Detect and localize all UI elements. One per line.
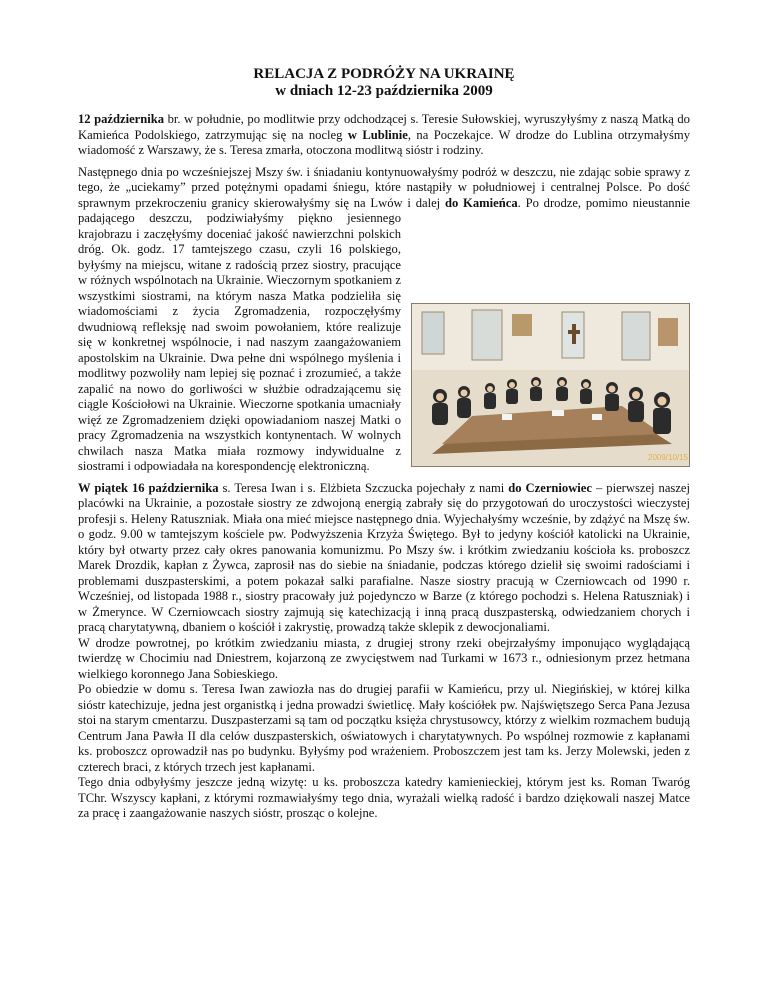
paragraph-3 — [78, 481, 690, 636]
paragraph-6: Tego dnia odbyłyśmy jeszcze jedną wizytę: u ks. proboszcza katedry kamienieckiej, którym jest ks. Roman Twaróg TChr. Wszyscy kapłani, z którymi rozmawiałyśmy tego dnia, wyrażali wielką radość i bardzo dziękowali naszej Matce za pracę i zaangażowanie naszych sióstr, prosząc o kolejne. — [78, 775, 690, 820]
document-page — [78, 58, 690, 822]
bold-czerniowce: do Czerniowiec — [508, 480, 592, 495]
bold-date-12: 12 października — [78, 112, 165, 126]
paragraph-1-text-a: br. w południe, po modlitwie przy odchodzącej s. Teresie Sułowskiej, wyruszyłyśmy z naszą Matką do Kamieńca Podolskiego, zatrzymując się na nocleg — [78, 112, 690, 142]
title-block — [78, 66, 690, 100]
paragraph-1-text-b: , na Poczekajce. W drodze do Lublina otrzymałyśmy wiadomość z Warszawy, że s. Teresa zmarła, otoczona modlitwą sióstr i rodziny. — [78, 127, 690, 157]
paragraph-4: W drodze powrotnej, po krótkim zwiedzaniu miasta, z drugiej strony rzeki obejrzałyśmy imponująco wyglądającą twierdzę w Chocimiu nad Dniestrem, kojarzoną ze zwycięstwem nad Turkami w 1673 r., odniesionym przez hetmana wielkiego koronnego Jana Sobieskiego. — [78, 635, 690, 681]
paragraph-3-text-b: – pierwszej naszej placówki na Ukrainie, a pozostałe siostry ze zdwojoną energią zabrały się do przygotowań do uroczystości wieczystej profesji s. Heleny Ratuszniak. Miała ona mieć miejsce następnego dnia. Wyjechałyśmy wcześnie, by zdążyć na Mszę św. o godz. 9.00 w tamtejszym kościele pw. Podwyższenia Krzyża Świętego. Był to jedyny kościół katolicki na Ukrainie, który był otwarty przez cały okres panowania komunizmu. Po Mszy św. i krótkim zwiedzaniu kościoła ks. proboszcz Marek Drozdik, kapłan z Żywca, zaprosił nas do siebie na śniadanie, podczas którego dzielił się swoimi radościami i problemami duszpasterskimi, a potem pokazał salki parafialne. Nasze siostry pracują w Czerniowcach od 1990 r. Wcześniej, od listopada 1988 r., siostry pracowały już pojedynczo w Barze (z którego pochodzi s. Helena Ratuszniak) i w Żmerynce. W Czerniowcach siostry zajmują się katechizacją i inną pracą duszpasterską, odwiedzaniem chorych i pracą charytatywną, dbaniem o kościół i zakrystię, prowadzą także sklepik z dewocjonaliami. — [78, 480, 691, 634]
document-title: RELACJA Z PODRÓŻY NA UKRAINĘ — [253, 66, 515, 82]
bold-friday-16: W piątek 16 października — [78, 480, 219, 495]
bold-kamieniec: do Kamieńca — [444, 195, 518, 210]
photo-timestamp: 2009/10/15 — [648, 453, 689, 462]
paragraph-2-text-a: Następnego dnia po wcześniejszej Mszy św. i śniadaniu kontynuowałyśmy podróż w deszczu, nie zdając sobie sprawy z tego, że „uciekamy” przed potężnymi opadami śniegu, które nastąpiły w południowej i centralnej Polsce. Po dość sprawnym przekroczeniu granicy skierowałyśmy się na Lwów i dalej — [78, 164, 690, 210]
paragraph-2 — [78, 165, 690, 475]
group-photo — [411, 303, 690, 467]
paragraph-3-text-a: s. Teresa Iwan i s. Elżbieta Szczucka pojechały z nami — [218, 480, 509, 495]
bold-lublin: w Lublinie — [347, 127, 408, 142]
group-photo-image — [412, 304, 689, 466]
paragraph-2-text-b: . Po drodze, pomimo nieustannie padającego deszczu, podziwiałyśmy piękno jesiennego krajobrazu i zaczęłyśmy doceniać jakość nawierzchni polskich dróg. Ok. godz. 17 tamtejszego czasu, czyli 16 polskiego, byłyśmy na miejscu, witane z radością przez siostry, pracujące w różnych wspólnotach na Ukrainie. Wieczornym spotkaniem z wszystkimi siostrami, na którym nasza Matka podzieliła się wiadomościami z życia Zgromadzenia, rozpoczęłyśmy dwudniową refleksję nad swoim powołaniem, które realizuje się w konkretnej wspólnocie, i nad naszym zaangażowaniem apostolskim na Ukrainie. Dwa pełne dni wspólnego myślenia i modlitwy pozwoliły nam lepiej się poznać i zrozumieć, a także zapalić na nowo do gorliwości w służbie odradzającemu się ciągle Kościołowi na Ukrainie. Wieczorne spotkania umacniały więź ze Zgromadzeniem dzięki opowiadaniom naszej Matki o pracy Zgromadzenia na wszystkich kontynentach. W wolnych chwilach nasza Matka miała rozmowy indywidualne z siostrami i odpowiadała na korespondencję elektroniczną. — [78, 195, 690, 473]
paragraph-1 — [78, 112, 690, 159]
document-subtitle: w dniach 12-23 października 2009 — [275, 83, 493, 99]
paragraph-5: Po obiedzie w domu s. Teresa Iwan zawiozła nas do drugiej parafii w Kamieńcu, przy ul. Niegińskiej, w której kilka sióstr katechizuje, jedna jest organistką i jedna prowadzi świetlicę. Mały kościółek pw. Najświętszego Serca Pana Jezusa stoi na starym cmentarzu. Duszpasterzami są tam od początku księża chrystusowcy, którzy z wielkim rozmachem budują Centrum Jana Pawła II dla celów duszpasterskich, oświatowych i charytatywnych. Po wspólnej rozmowie z kapłanami ks. proboszcz oprowadził nas po budynku. Byłyśmy pod wrażeniem. Proboszczem jest tam ks. Jerzy Molewski, jeden z czterech braci, z których trzech jest kapłanami. — [78, 682, 690, 774]
